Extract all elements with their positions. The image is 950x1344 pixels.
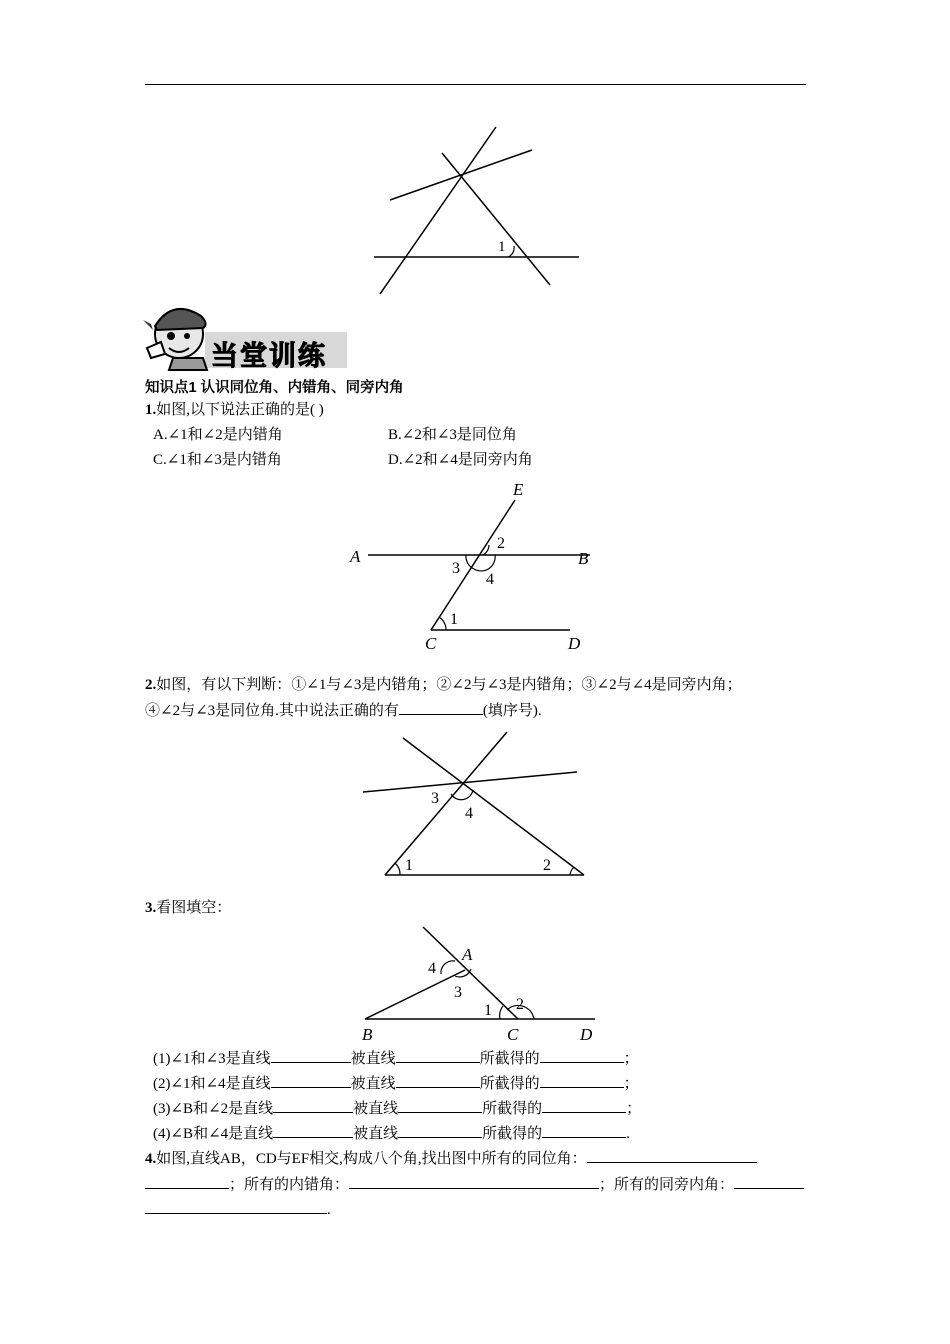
q1-label-a: A: [350, 547, 361, 566]
q4-corresponding-blank-2[interactable]: [145, 1174, 229, 1189]
q4-alternate-blank[interactable]: [349, 1174, 599, 1189]
q3-angle-4: 4: [428, 960, 436, 977]
q3-item-2-mid1: 被直线: [350, 1076, 396, 1092]
fig0-angle-1-label: 1: [498, 239, 506, 255]
q3-label-c: C: [507, 1025, 519, 1044]
fig0-angle-arc: [508, 246, 514, 257]
q1-option-a: A.∠1和∠2是内错角: [153, 427, 283, 443]
q3-item-4-mid1: 被直线: [353, 1126, 399, 1142]
q3-item-1-blank-2[interactable]: [396, 1048, 480, 1063]
q3-item-3-blank-1[interactable]: [273, 1098, 353, 1113]
q1-angle-4: 4: [486, 571, 494, 588]
q1-angle-2: 2: [497, 535, 505, 552]
q3-item-4-prefix: (4)∠B和∠4是直线: [153, 1126, 274, 1142]
q2-angle-3: 3: [431, 790, 439, 807]
top-figure: [360, 120, 600, 300]
q3-item-2-mid2: 所截得的: [479, 1076, 540, 1092]
q3-line-ac: [423, 927, 518, 1019]
q1-option-b: B.∠2和∠3是同位角: [388, 427, 517, 443]
q3-label-d: D: [580, 1025, 593, 1044]
q3-item-1: [153, 1048, 639, 1069]
q1-label-e: E: [513, 480, 524, 499]
q1-arc-3: [466, 555, 474, 569]
q3-angle-2: 2: [516, 996, 524, 1013]
section-heading: 知识点1 认识同位角、内错角、同旁内角: [145, 380, 404, 396]
q3-item-4-blank-1[interactable]: [273, 1123, 353, 1138]
q3-item-1-mid2: 所截得的: [479, 1051, 540, 1067]
q2-text-1: 如图，有以下判断：①∠1与∠3是内错角；②∠2与∠3是内错角；③∠2与∠4是同旁内角；: [156, 677, 742, 693]
q3-text: 看图填空：: [156, 900, 232, 916]
q3-arc-4: [441, 961, 455, 974]
q3-item-2-blank-2[interactable]: [396, 1073, 480, 1088]
q1-text: 如图,以下说法正确的是( ): [156, 402, 324, 418]
q1-label-c: C: [425, 634, 437, 653]
q2-arc-2: [570, 867, 574, 875]
q1-arc-1: [439, 617, 446, 630]
q2-text-3: (填序号).: [482, 703, 542, 719]
q3-item-3-prefix: (3)∠B和∠2是直线: [153, 1101, 274, 1117]
q3-label-a: A: [462, 945, 473, 964]
q1-figure: [340, 475, 610, 660]
q1-option-d: D.∠2和∠4是同旁内角: [388, 452, 533, 468]
q4-number: 4.: [145, 1151, 157, 1167]
q1-stem: [145, 400, 324, 420]
q4-line3: [145, 1199, 331, 1220]
q2-answer-blank[interactable]: [399, 700, 483, 715]
q3-angle-1: 1: [484, 1002, 492, 1019]
q1-line-ce: [431, 500, 515, 630]
q4-text-3: ；所有的同旁内角：: [599, 1177, 735, 1193]
q3-item-3-mid1: 被直线: [353, 1101, 399, 1117]
q3-item-2-blank-1[interactable]: [271, 1073, 351, 1088]
q2-figure: [355, 730, 595, 885]
q3-item-1-blank-1[interactable]: [271, 1048, 351, 1063]
q4-text-1: 如图,直线AB，CD与EF相交,构成八个角,找出图中所有的同位角：: [156, 1151, 587, 1167]
q3-item-3: [153, 1098, 641, 1119]
q3-stem: [145, 898, 231, 918]
q4-interior-blank-2[interactable]: [145, 1199, 327, 1214]
q2-line2: [145, 700, 542, 721]
q3-item-3-end: ；: [626, 1101, 642, 1117]
q3-line-ba: [365, 970, 465, 1019]
q3-item-4-blank-3[interactable]: [542, 1123, 626, 1138]
q3-item-2-blank-3[interactable]: [540, 1073, 624, 1088]
q3-figure: [350, 922, 610, 1047]
q3-item-1-end: ；: [623, 1051, 639, 1067]
header-rule: [145, 84, 806, 85]
q3-item-2: [153, 1073, 639, 1094]
q3-item-4-mid2: 所截得的: [482, 1126, 543, 1142]
q1-arc-2: [483, 545, 489, 555]
q1-angle-3: 3: [452, 560, 460, 577]
q3-item-4-blank-2[interactable]: [398, 1123, 482, 1138]
q4-interior-blank-1[interactable]: [734, 1174, 804, 1189]
q3-item-1-blank-3[interactable]: [540, 1048, 624, 1063]
q2-number: 2.: [145, 677, 157, 693]
q1-label-b: B: [578, 549, 589, 568]
q3-arc-1: [500, 1006, 503, 1019]
banner-title: 当堂训练: [211, 341, 327, 372]
q3-angle-3: 3: [454, 984, 462, 1001]
fig0-line-right: [442, 153, 550, 285]
q4-line2: [145, 1174, 804, 1195]
q3-item-1-prefix: (1)∠1和∠3是直线: [153, 1051, 271, 1067]
q1-label-d: D: [568, 634, 581, 653]
q3-item-2-end: ；: [623, 1076, 639, 1092]
q4-text-end: .: [327, 1202, 331, 1218]
q3-item-3-blank-2[interactable]: [398, 1098, 482, 1113]
q4-text-2: ；所有的内错角：: [229, 1177, 350, 1193]
q1-angle-1: 1: [450, 611, 458, 628]
q3-item-4-end: .: [626, 1126, 630, 1142]
q2-angle-1: 1: [405, 857, 413, 874]
q3-item-1-mid1: 被直线: [350, 1051, 396, 1067]
q2-angle-4: 4: [465, 805, 473, 822]
q3-item-3-blank-3[interactable]: [542, 1098, 626, 1113]
q2-arc-1: [395, 863, 400, 875]
q3-number: 3.: [145, 900, 157, 916]
practice-banner: [143, 298, 349, 372]
q2-text-2: ④∠2与∠3是同位角.其中说法正确的有: [145, 703, 399, 719]
q4-corresponding-blank-1[interactable]: [587, 1148, 757, 1163]
q3-label-b: B: [362, 1025, 373, 1044]
q4-line1: [145, 1148, 757, 1169]
q1-number: 1.: [145, 402, 157, 418]
fig0-line-left: [380, 127, 496, 294]
q3-item-2-prefix: (2)∠1和∠4是直线: [153, 1076, 271, 1092]
q1-option-c: C.∠1和∠3是内错角: [153, 452, 282, 468]
q2-line1: [145, 675, 742, 695]
fig0-line-upper: [390, 150, 532, 200]
q3-item-4: [153, 1123, 630, 1144]
q2-angle-2: 2: [543, 857, 551, 874]
q3-item-3-mid2: 所截得的: [482, 1101, 543, 1117]
